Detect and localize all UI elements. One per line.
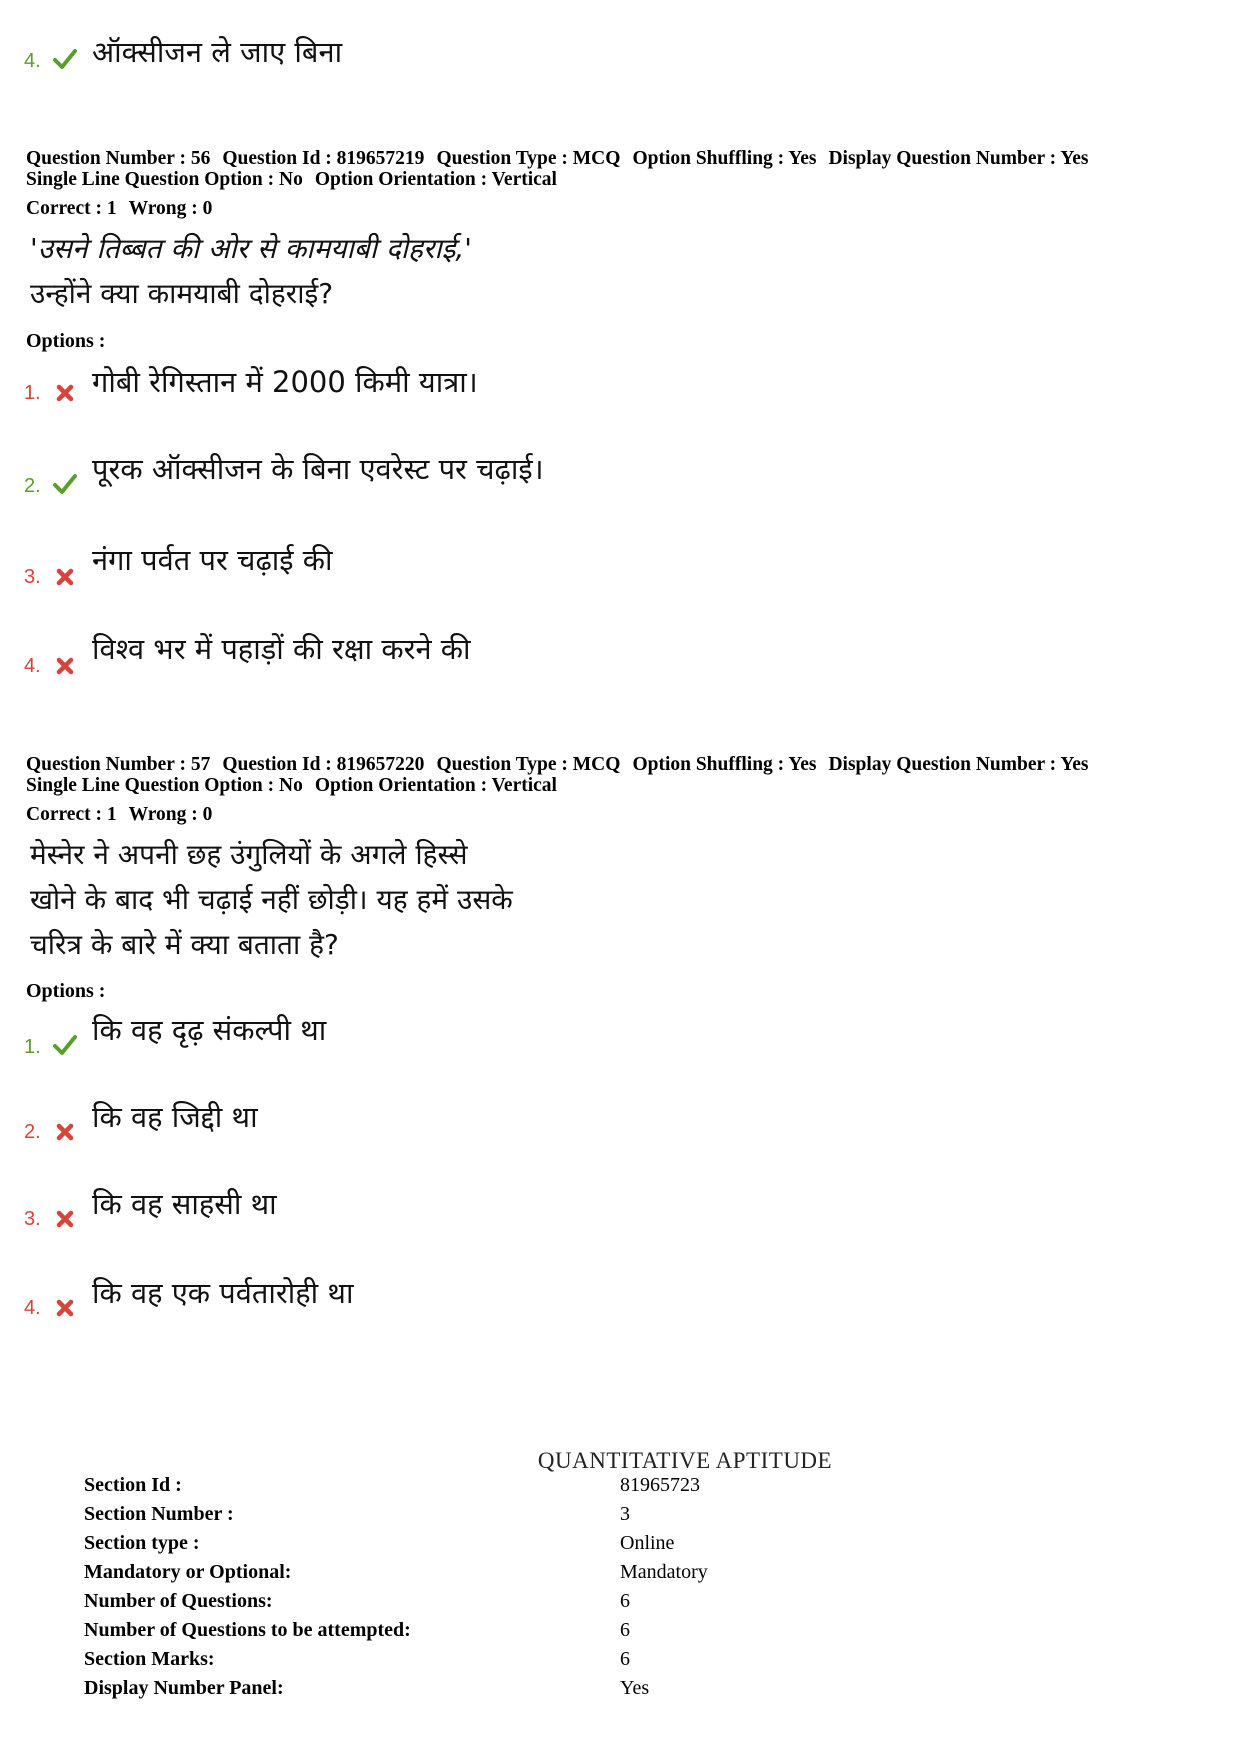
cross-icon [52,1121,78,1143]
option-number: 2. [24,1121,41,1143]
question-text-line: खोने के बाद भी चढ़ाई नहीं छोड़ी। यह हमें उसके [30,883,513,916]
option-number: 3. [24,1208,41,1230]
info-label: Display Number Panel: [84,1677,284,1699]
cross-icon [52,1297,78,1319]
options-label: Options : [26,330,106,352]
cross-icon [52,382,78,404]
meta-correct: Correct : 1 [26,804,117,825]
question-meta-line3 [26,804,224,825]
option-number: 1. [24,382,41,404]
meta-display-number: Display Question Number : Yes [828,754,1089,775]
info-label: Section Marks: [84,1648,215,1670]
option-text: कि वह साहसी था [92,1187,277,1221]
option-text: कि वह दृढ़ संकल्पी था [92,1013,327,1047]
info-value: 6 [620,1590,630,1612]
info-value: 81965723 [620,1474,700,1496]
question-meta-line1 [26,148,1101,169]
option-text: कि वह एक पर्वतारोही था [92,1276,354,1310]
info-row [84,1503,1184,1532]
info-label: Section type : [84,1532,200,1554]
info-value: Yes [620,1677,650,1699]
meta-display-number: Display Question Number : Yes [828,148,1089,169]
info-label: Section Number : [84,1503,234,1525]
meta-option-shuffling: Option Shuffling : Yes [632,148,817,169]
meta-correct: Correct : 1 [26,198,117,219]
info-row [84,1590,1184,1619]
options-label: Options : [26,980,106,1002]
info-value: Online [620,1532,675,1554]
option-number: 1. [24,1036,41,1058]
option-text: पूरक ऑक्सीजन के बिना एवरेस्ट पर चढ़ाई। [92,452,544,486]
info-value: 6 [620,1648,630,1670]
meta-question-number: Question Number : 57 [26,754,211,775]
info-label: Number of Questions: [84,1590,273,1612]
info-row [84,1561,1184,1590]
info-value: 3 [620,1503,630,1525]
cross-icon [52,566,78,588]
question-text-line: मेस्नेर ने अपनी छह उंगुलियों के अगले हिस्से [30,838,468,871]
option-number: 4. [24,655,41,677]
section-title: QUANTITATIVE APTITUDE [537,1448,833,1473]
question-text-line: उन्होंने क्या कामयाबी दोहराई? [30,277,334,310]
meta-wrong: Wrong : 0 [128,804,213,825]
check-icon [52,48,78,70]
info-row [84,1677,1184,1706]
meta-question-number: Question Number : 56 [26,148,211,169]
info-label: Section Id : [84,1474,182,1496]
check-icon [52,473,78,495]
meta-wrong: Wrong : 0 [128,198,213,219]
option-text: ऑक्सीजन ले जाए बिना [92,35,343,69]
info-row [84,1532,1184,1561]
meta-question-type: Question Type : MCQ [436,754,621,775]
question-meta-line2 [26,169,569,190]
section-info-table [84,1474,1184,1706]
info-label: Mandatory or Optional: [84,1561,292,1583]
question-meta-line2 [26,775,569,796]
question-text-line: चरित्र के बारे में क्या बताता है? [30,928,339,961]
meta-single-line: Single Line Question Option : No [26,169,303,190]
question-meta-line3 [26,198,224,219]
meta-question-type: Question Type : MCQ [436,148,621,169]
info-row [84,1648,1184,1677]
option-text: विश्व भर में पहाड़ों की रक्षा करने की [92,632,471,666]
check-icon [52,1034,78,1056]
cross-icon [52,655,78,677]
meta-single-line: Single Line Question Option : No [26,775,303,796]
meta-question-id: Question Id : 819657220 [222,754,425,775]
info-label: Number of Questions to be attempted: [84,1619,411,1641]
info-row [84,1619,1184,1648]
cross-icon [52,1208,78,1230]
question-meta-line1 [26,754,1101,775]
meta-orientation: Option Orientation : Vertical [314,169,557,190]
option-text: गोबी रेगिस्तान में 2000 किमी यात्रा। [92,365,478,399]
meta-orientation: Option Orientation : Vertical [314,775,557,796]
option-number: 2. [24,475,41,497]
info-value: Mandatory [620,1561,708,1583]
option-text: कि वह जिद्दी था [92,1100,258,1134]
question-text-line: 'उसने तिब्बत की ओर से कामयाबी दोहराई,' [30,232,472,265]
option-number: 4. [24,50,41,72]
meta-question-id: Question Id : 819657219 [222,148,425,169]
info-row [84,1474,1184,1503]
option-text: नंगा पर्वत पर चढ़ाई की [92,543,333,577]
option-number: 3. [24,566,41,588]
info-value: 6 [620,1619,630,1641]
option-number: 4. [24,1297,41,1319]
meta-option-shuffling: Option Shuffling : Yes [632,754,817,775]
